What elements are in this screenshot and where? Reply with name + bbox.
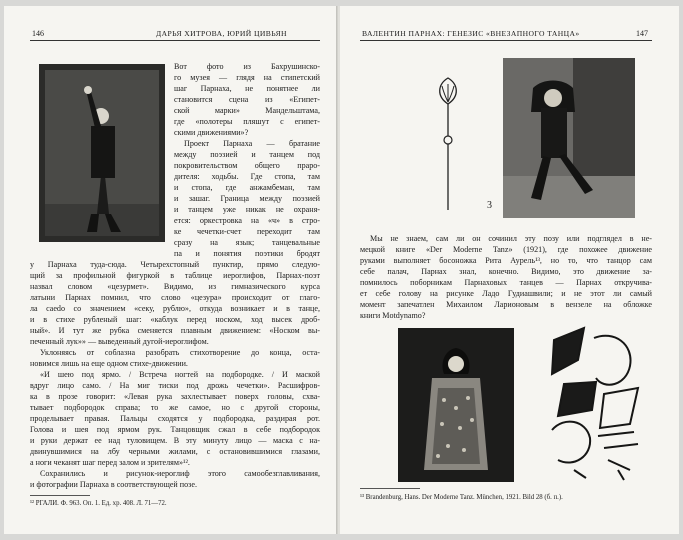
- text-line: ный». И тут же рубка сменяется плавным движением: «Носком вы-: [30, 326, 320, 335]
- text-line: у Парнаха туда-сюда. Четырехстопный пунктир, прямо следую-: [30, 260, 320, 269]
- text-line: помнилось поборникам Парнаховых танцев — Парнах откручива-: [360, 278, 652, 287]
- text-line: и зашаг. Граница между поэзией: [174, 194, 320, 203]
- text-line: ке чечетки-счет переходит там: [174, 227, 320, 236]
- text-line: момент запечатлен Михаилом Ларионовым в вензеле на обложке: [360, 300, 652, 309]
- page-number: 146: [32, 29, 44, 38]
- larionov-monogram-drawing: [534, 320, 652, 484]
- text-line: Уклоняясь от соблазна разобрать стихотворение до конца, оста-: [40, 348, 320, 357]
- page-number: 147: [636, 29, 648, 38]
- text-line: и руки держат ее над туловищем. В эту минуту лицо — маска с на-: [30, 436, 320, 445]
- text-line: книги Motdynamo?: [360, 311, 426, 320]
- text-line: «И шею под ярмо. / Встреча ногтей на подбородке. / И маской: [40, 370, 320, 379]
- text-line: ет себе голову на рисунке Ладо Гудиашвили; и не этот ли самый: [360, 289, 652, 298]
- text-line: ла caedo со значением «секу, рублю», откуда возникает и в танце,: [30, 304, 320, 313]
- header-rule: [360, 40, 652, 41]
- running-head: ДАРЬЯ ХИТРОВА, ЮРИЙ ЦИВЬЯН: [156, 29, 287, 38]
- text-line: тывает подбородок справа; то же самое, но с другой стороны,: [30, 403, 320, 412]
- text-line: скими движениями»?: [174, 128, 249, 137]
- text-line: покровительством общего праро-: [174, 161, 320, 170]
- footnote: ¹² РГАЛИ. Ф. 963. Оп. 1. Ед. хр. 408. Л. 71—72.: [30, 500, 167, 507]
- drawing-numeral: 3: [487, 200, 492, 211]
- text-line: печенный лук»» — выведенный дугой-иероглифом.: [30, 337, 209, 346]
- text-line: становится сцена из «Египет-: [174, 95, 320, 104]
- text-line: ской марки» Мандельштама,: [174, 106, 320, 115]
- text-line: щий за профильной фигуркой в таблице иероглифов, Парнах-поэт: [30, 271, 320, 280]
- text-line: латыни Парнах помнил, что слово «цезура» происходит от глаго-: [30, 293, 320, 302]
- text-line: па и понятия поэтики бродят: [174, 249, 320, 258]
- text-line: а ноги чеканят шаг перед залом и зрителям»¹².: [30, 458, 190, 467]
- text-line: руками выполняет босоножка Рита Аурель¹³, но то, что танцор сам: [360, 256, 652, 265]
- text-line: мецкой книге «Der Moderne Tanz» (1921), где похожее движение: [360, 245, 652, 254]
- text-line: и фотографии Парнаха в соответствующей позе.: [30, 480, 197, 489]
- footnote-rule: [30, 495, 90, 496]
- text-line: и в стихе рубленый шаг: «каблук перед носком, ход высек дроб-: [30, 315, 320, 324]
- text-line: Мы не знаем, сам ли он сочинил эту позу или подглядел в не-: [370, 234, 652, 243]
- text-line: и танцем уже никак не охраня-: [174, 205, 320, 214]
- dancer-photo: [503, 58, 635, 218]
- text-line: и стопа, где анжамбеман, там: [174, 183, 320, 192]
- right-page: [340, 6, 679, 534]
- running-head: ВАЛЕНТИН ПАРНАХ: ГЕНЕЗИС «ВНЕЗАПНОГО ТАНЦА»: [362, 29, 580, 38]
- text-line: Сохранились и рисунок-иероглиф этого самообезглавливания,: [40, 469, 320, 478]
- text-line: ется: оркестровка на «ч» в стро-: [174, 216, 320, 225]
- text-line: ка в прозе говорит: «Левая рука захлестывает поверх головы, схва-: [30, 392, 320, 401]
- hieroglyph-drawing: [428, 74, 468, 214]
- text-line: двинувшимися на лбу черными жилами, с остановившимися глазами,: [30, 447, 320, 456]
- text-line: проделывает правая. Пальцы сходятся у подбородка, раздирая рот.: [30, 414, 320, 423]
- text-line: назвал словом «цезурмет». Видимо, из гимназического курса: [30, 282, 320, 291]
- text-line: где «полотеры пляшут с египет-: [174, 117, 320, 126]
- text-line: Вот фото из Бахрушинско-: [174, 62, 320, 71]
- text-line: дителя: ходьбы. Где стопа, там: [174, 172, 320, 181]
- text-line: шаг Парнаха, не понятнее ли: [174, 84, 320, 93]
- left-page: [4, 6, 338, 534]
- text-line: вдруг лицо само. / На миг тиски под дрожь чечетки». Расшифров-: [30, 381, 320, 390]
- footnote-rule: [360, 488, 420, 489]
- text-line: новимся лишь на еще одном стихе-движении.: [30, 359, 188, 368]
- text-line: Проект Парнаха — братание: [184, 139, 320, 148]
- text-line: го музея — глядя на стипетский: [174, 73, 320, 82]
- text-line: себе палач, Парнах знал, конечно. Видимо, это движение за-: [360, 267, 652, 276]
- header-rule: [30, 40, 320, 41]
- dancer-photo: [39, 64, 165, 242]
- text-line: Голова и шея под ярмом рук. Танцовщик сжал в себе подбородок: [30, 425, 320, 434]
- text-line: между поэзией и танцем под: [174, 150, 320, 159]
- footnote: ¹³ Brandenburg, Hans. Der Moderne Tanz. München, 1921. Bild 28 (б. п.).: [360, 494, 563, 501]
- dancer-photo: [398, 328, 514, 482]
- text-line: сразу на язык; танцевальные: [174, 238, 320, 247]
